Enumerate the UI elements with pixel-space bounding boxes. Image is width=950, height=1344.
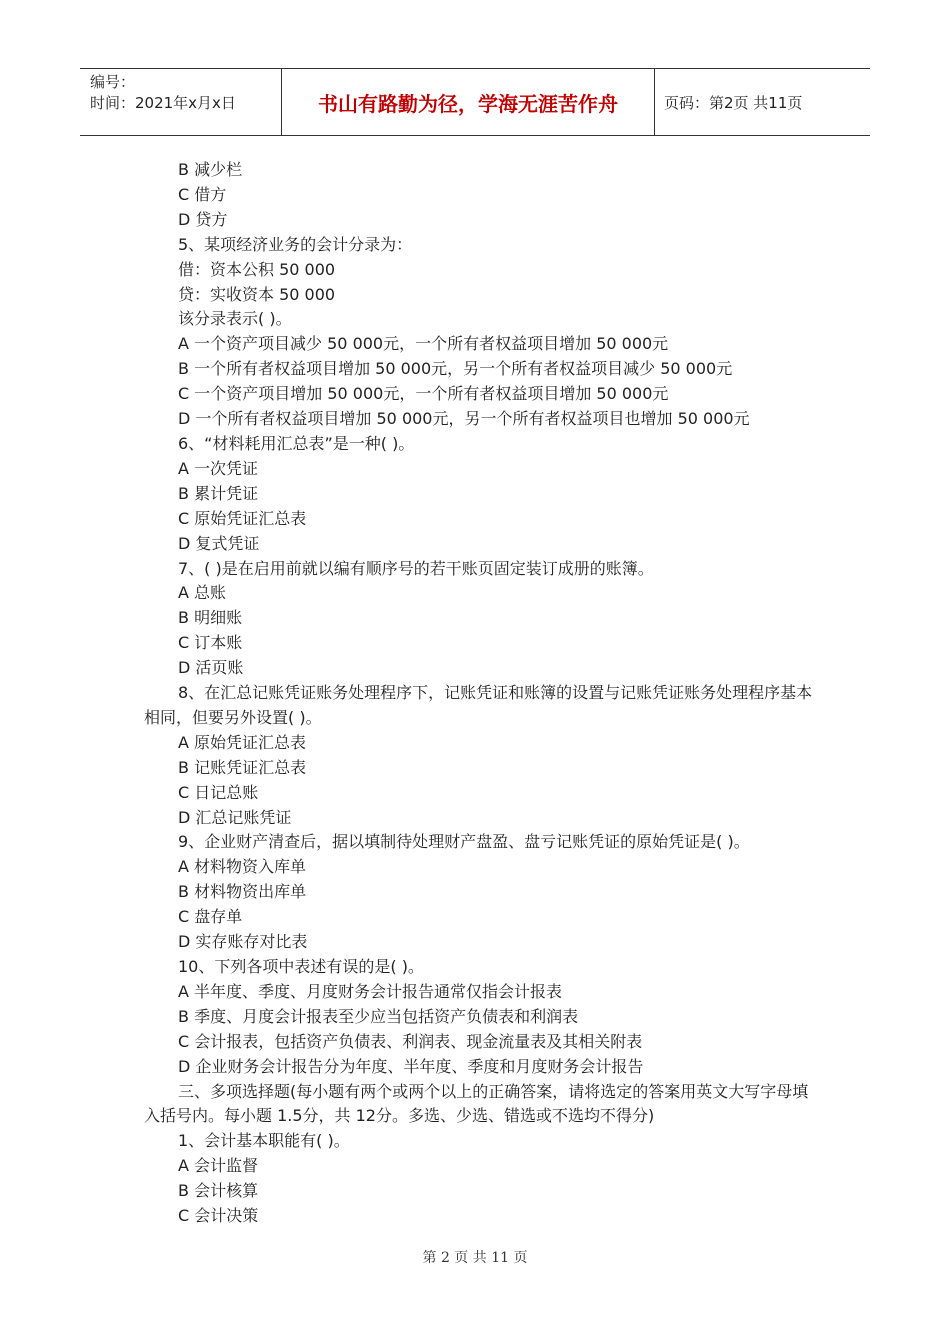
page-footer: 第 2 页 共 11 页 (422, 1250, 528, 1266)
option-line: C 原始凭证汇总表 (178, 508, 307, 528)
page-header (80, 68, 870, 136)
header-divider-right (654, 68, 655, 136)
option-line: B 记账凭证汇总表 (178, 757, 307, 777)
option-line: B 会计核算 (178, 1181, 259, 1201)
option-line: B 明细账 (178, 608, 243, 628)
text-line: 借：资本公积 50 000 (178, 259, 336, 279)
text-line: D 贷方 (178, 209, 228, 229)
option-line: D 实存账存对比表 (178, 932, 308, 952)
question-6: 6、“材料耗用汇总表”是一种( )。 (178, 433, 415, 453)
option-line: C 会计报表，包括资产负债表、利润表、现金流量表及其相关附表 (178, 1031, 643, 1051)
header-number-label: 编号： (90, 73, 136, 91)
option-line: B 季度、月度会计报表至少应当包括资产负债表和利润表 (178, 1006, 579, 1026)
option-line: D 复式凭证 (178, 533, 260, 553)
header-time-label: 时间：2021年x月x日 (90, 94, 236, 112)
question-9: 9、企业财产清查后，据以填制待处理财产盘盈、盘亏记账凭证的原始凭证是( )。 (178, 832, 750, 852)
option-line: B 材料物资出库单 (178, 882, 307, 902)
option-line: A 一次凭证 (178, 458, 259, 478)
header-motto: 书山有路勤为径，学海无涯苦作舟 (318, 91, 618, 116)
option-line: D 活页账 (178, 658, 244, 678)
option-line: B 一个所有者权益项目增加 50 000元，另一个所有者权益项目减少 50 000元 (178, 359, 733, 379)
option-line: A 总账 (178, 583, 227, 603)
option-line: D 汇总记账凭证 (178, 807, 292, 827)
question-7: 7、( )是在启用前就以编有顺序号的若干账页固定装订成册的账簿。 (178, 558, 654, 578)
option-line: D 企业财务会计报告分为年度、半年度、季度和月度财务会计报告 (178, 1056, 644, 1076)
text-line: 该分录表示( )。 (178, 309, 292, 329)
question-1: 1、会计基本职能有( )。 (178, 1131, 350, 1151)
option-line: A 一个资产项目减少 50 000元，一个所有者权益项目增加 50 000元 (178, 334, 669, 354)
option-line: A 半年度、季度、月度财务会计报告通常仅指会计报表 (178, 981, 563, 1001)
question-8: 8、在汇总记账凭证账务处理程序下，记账凭证和账簿的设置与记账凭证账务处理程序基本相同，但要另外设置( )。 (144, 683, 813, 727)
text-line: 贷：实收资本 50 000 (178, 284, 336, 304)
text-line: B 减少栏 (178, 160, 243, 179)
question-10: 10、下列各项中表述有误的是( )。 (178, 957, 424, 976)
option-line: C 一个资产项目增加 50 000元，一个所有者权益项目增加 50 000元 (178, 384, 669, 404)
header-meta (90, 72, 236, 114)
section-3-heading: 三、多项选择题(每小题有两个或两个以上的正确答案，请将选定的答案用英文大写字母填入括号内。每小题 1.5分，共 12分。多选、少选、错选或不选均不得分) (144, 1081, 809, 1126)
option-line: C 盘存单 (178, 907, 243, 927)
option-line: C 会计决策 (178, 1206, 259, 1226)
option-line: D 一个所有者权益项目增加 50 000元，另一个所有者权益项目也增加 50 000元 (178, 409, 750, 429)
header-page-info: 页码：第2页 共11页 (664, 93, 803, 112)
document-body (144, 158, 814, 1229)
option-line: A 材料物资入库单 (178, 857, 307, 877)
option-line: A 原始凭证汇总表 (178, 732, 307, 752)
question-5: 5、某项经济业务的会计分录为： (178, 234, 413, 254)
option-line: B 累计凭证 (178, 483, 259, 503)
option-line: C 日记总账 (178, 782, 259, 802)
text-line: C 借方 (178, 184, 227, 204)
option-line: C 订本账 (178, 633, 243, 653)
option-line: A 会计监督 (178, 1156, 259, 1176)
